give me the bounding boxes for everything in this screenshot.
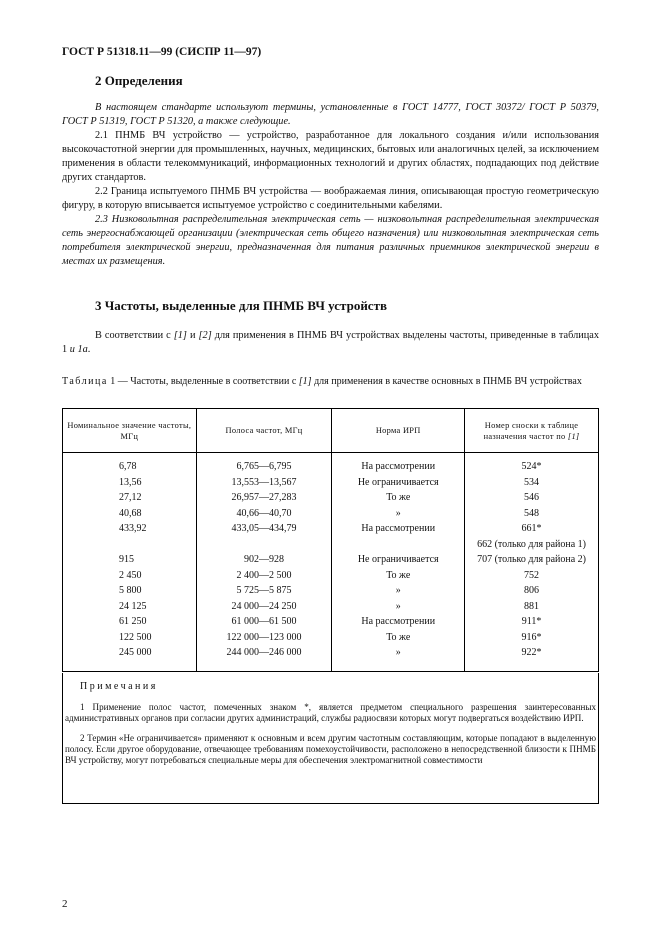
table-label: Таблица bbox=[62, 376, 108, 387]
cell-frequency-band: 122 000—123 000 bbox=[196, 630, 332, 646]
cell-frequency-band: 244 000—246 000 bbox=[196, 645, 332, 671]
cell-emission-norm: На рассмотрении bbox=[332, 521, 465, 537]
table-row bbox=[63, 521, 599, 537]
cell-nominal-frequency: 433,92 bbox=[63, 521, 197, 537]
cell-emission-norm bbox=[332, 537, 465, 553]
cell-footnote-number: 911* bbox=[465, 614, 599, 630]
table-row bbox=[63, 583, 599, 599]
cell-footnote-number: 752 bbox=[465, 568, 599, 584]
cell-emission-norm: То же bbox=[332, 568, 465, 584]
reference-2: [2] bbox=[198, 330, 212, 341]
caption-text-b: для применения в качестве основных в ПНМБ ВЧ устройствах bbox=[311, 376, 582, 387]
table-row bbox=[63, 537, 599, 553]
notes-title: Примечания bbox=[80, 681, 158, 692]
caption-reference: [1] bbox=[298, 376, 312, 387]
table-row bbox=[63, 568, 599, 584]
cell-footnote-number: 534 bbox=[465, 475, 599, 491]
cell-footnote-number: 806 bbox=[465, 583, 599, 599]
cell-nominal-frequency bbox=[63, 537, 197, 553]
table-row bbox=[63, 453, 599, 475]
cell-frequency-band: 5 725—5 875 bbox=[196, 583, 332, 599]
cell-frequency-band: 26,957—27,283 bbox=[196, 490, 332, 506]
frequency-table bbox=[62, 408, 599, 672]
cell-frequency-band: 2 400—2 500 bbox=[196, 568, 332, 584]
cell-nominal-frequency: 24 125 bbox=[63, 599, 197, 615]
cell-footnote-number: 546 bbox=[465, 490, 599, 506]
cell-frequency-band: 24 000—24 250 bbox=[196, 599, 332, 615]
cell-footnote-number: 548 bbox=[465, 506, 599, 522]
header-footnote-reference: [1] bbox=[567, 431, 580, 441]
table-header-row bbox=[63, 409, 599, 453]
intro-text-d: и 1а bbox=[69, 344, 88, 355]
note-1: 1 Применение полос частот, помеченных знаком *, является предметом специального разрешения заинтересованных административных органов при согласии других администраций, службы радиосвязи которых могут подвергаться воздействию ИРП. bbox=[65, 702, 596, 724]
section-3-intro bbox=[62, 329, 599, 357]
cell-nominal-frequency: 2 450 bbox=[63, 568, 197, 584]
section-2-title: 2 Определения bbox=[95, 73, 183, 88]
cell-footnote-number: 524* bbox=[465, 453, 599, 475]
table-notes bbox=[62, 673, 599, 804]
note-2: 2 Термин «Не ограничивается» применяют к основным и всем другим частотным составляющим, которые попадают в выделенную полосу. Если другое оборудование, отвечающее требованиям помехоустойчивости, расположено в непосредственной близости к ПНМБ ВЧ устройству, могут потребоваться специальные меры для обеспечения электромагнитной совместимости bbox=[65, 732, 596, 766]
cell-nominal-frequency: 13,56 bbox=[63, 475, 197, 491]
cell-emission-norm: Не ограничивается bbox=[332, 552, 465, 568]
header-footnote-text: Номер сноски к таблице назначения частот по bbox=[483, 420, 579, 441]
definition-2-2: 2.2 Граница испытуемого ПНМБ ВЧ устройства — воображаемая линия, описывающая простую геометрическую фигуру, в которую вписывается испытуемое устройство с соединительными кабелями. bbox=[62, 186, 599, 211]
definitions-intro: В настоящем стандарте используют термины, установленные в ГОСТ 14777, ГОСТ 30372/ ГОСТ Р 50379, ГОСТ Р 51319, ГОСТ Р 51320, а также следующие. bbox=[62, 102, 599, 127]
header-frequency-band: Полоса частот, МГц bbox=[196, 409, 332, 453]
definition-2-3: 2.3 Низковольтная распределительная электрическая сеть — низковольтная распределительная электрическая сеть энергоснабжающей организации (электрическая сеть общего назначения) или низковольтная электрическая сеть потребителя электрической энергии, предназначенная для питания различных приемников электрической энергии в местах их размещения. bbox=[62, 214, 599, 267]
cell-footnote-number: 661* bbox=[465, 521, 599, 537]
intro-text-e: . bbox=[87, 344, 91, 355]
cell-nominal-frequency: 6,78 bbox=[63, 453, 197, 475]
cell-nominal-frequency: 27,12 bbox=[63, 490, 197, 506]
reference-1: [1] bbox=[173, 330, 187, 341]
header-nominal-frequency: Номинальное значение частоты, МГц bbox=[63, 409, 197, 453]
header-footnote-number bbox=[465, 409, 599, 453]
table-row bbox=[63, 552, 599, 568]
cell-emission-norm: » bbox=[332, 645, 465, 671]
cell-footnote-number: 922* bbox=[465, 645, 599, 671]
cell-emission-norm: » bbox=[332, 583, 465, 599]
cell-frequency-band: 61 000—61 500 bbox=[196, 614, 332, 630]
cell-emission-norm: Не ограничивается bbox=[332, 475, 465, 491]
cell-nominal-frequency: 5 800 bbox=[63, 583, 197, 599]
cell-footnote-number: 916* bbox=[465, 630, 599, 646]
cell-frequency-band: 433,05—434,79 bbox=[196, 521, 332, 537]
intro-text-a: В соответствии с bbox=[95, 330, 174, 341]
cell-footnote-number: 881 bbox=[465, 599, 599, 615]
cell-frequency-band: 6,765—6,795 bbox=[196, 453, 332, 475]
cell-emission-norm: То же bbox=[332, 630, 465, 646]
document-code-header: ГОСТ Р 51318.11—99 (СИСПР 11—97) bbox=[62, 46, 262, 58]
table-row bbox=[63, 630, 599, 646]
table-row bbox=[63, 490, 599, 506]
intro-text-c: для применения в ПНМБ ВЧ устройствах выделены частоты, приведенные в таблицах 1 bbox=[62, 330, 599, 355]
definition-2-1: 2.1 ПНМБ ВЧ устройство — устройство, разработанное для локального создания и/или использования высокочастотной энергии для промышленных, научных, медицинских, бытовых или аналогичных целей, за исключением применения в области телекоммуникаций, информационных технологий и других областях, подпадающих под действие других стандартов. bbox=[62, 130, 599, 183]
table-row bbox=[63, 614, 599, 630]
table-row bbox=[63, 475, 599, 491]
section-3-title: 3 Частоты, выделенные для ПНМБ ВЧ устройств bbox=[95, 298, 387, 313]
cell-frequency-band: 902—928 bbox=[196, 552, 332, 568]
intro-text-b: и bbox=[186, 330, 199, 341]
cell-frequency-band: 13,553—13,567 bbox=[196, 475, 332, 491]
cell-footnote-number: 662 (только для района 1) bbox=[465, 537, 599, 553]
cell-emission-norm: На рассмотрении bbox=[332, 614, 465, 630]
cell-emission-norm: То же bbox=[332, 490, 465, 506]
cell-frequency-band: 40,66—40,70 bbox=[196, 506, 332, 522]
cell-emission-norm: » bbox=[332, 506, 465, 522]
header-emission-norm: Норма ИРП bbox=[332, 409, 465, 453]
cell-emission-norm: На рассмотрении bbox=[332, 453, 465, 475]
cell-nominal-frequency: 915 bbox=[63, 552, 197, 568]
cell-emission-norm: » bbox=[332, 599, 465, 615]
cell-frequency-band bbox=[196, 537, 332, 553]
table-row bbox=[63, 645, 599, 671]
cell-nominal-frequency: 122 500 bbox=[63, 630, 197, 646]
table-1-caption bbox=[62, 376, 599, 388]
table-row bbox=[63, 599, 599, 615]
table-row bbox=[63, 506, 599, 522]
cell-footnote-number: 707 (только для района 2) bbox=[465, 552, 599, 568]
cell-nominal-frequency: 245 000 bbox=[63, 645, 197, 671]
cell-nominal-frequency: 40,68 bbox=[63, 506, 197, 522]
caption-text-a: 1 — Частоты, выделенные в соответствии с bbox=[107, 376, 299, 387]
page-number: 2 bbox=[62, 898, 68, 910]
cell-nominal-frequency: 61 250 bbox=[63, 614, 197, 630]
